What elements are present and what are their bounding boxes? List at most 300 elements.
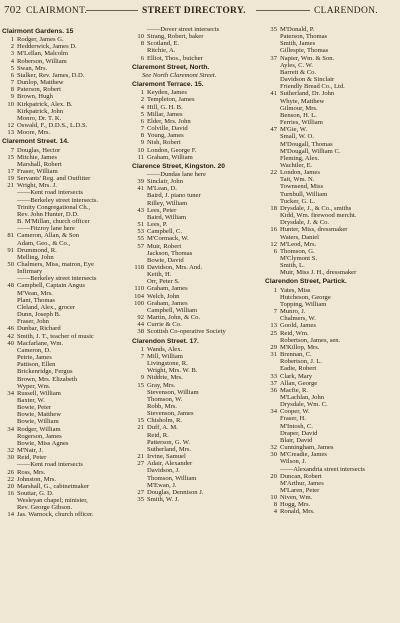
house-number: 57: [137, 242, 144, 250]
house-number: 6: [273, 247, 277, 255]
directory-entry: Rogerson, James: [17, 432, 62, 440]
directory-entry: Waters, Daniel: [280, 233, 320, 241]
house-number: 18: [270, 204, 277, 212]
house-number: 7: [140, 125, 144, 133]
directory-entry: [2, 36, 130, 43]
resident-name: Chisholm, R.: [147, 417, 182, 425]
directory-entry: [2, 476, 130, 483]
directory-entry: [132, 424, 262, 431]
directory-entry: Chalmers, W.: [280, 315, 316, 323]
resident-name: Hogg, Mrs.: [280, 501, 311, 509]
directory-entry: [265, 466, 398, 473]
directory-column-2: [132, 26, 262, 503]
resident-name: Duncan, Robert: [280, 472, 322, 480]
directory-entry: [132, 321, 262, 328]
resident-name: Young, James: [147, 132, 184, 140]
directory-entry: [265, 248, 398, 255]
house-number: 8: [10, 86, 14, 94]
directory-entry: M'Ewan, J.: [147, 481, 177, 489]
resident-name: Drysdale, J., & Co., smiths: [280, 204, 352, 212]
house-number: 22: [270, 169, 277, 177]
resident-name: Mitchie, James: [17, 153, 57, 161]
house-number: 1: [140, 89, 144, 97]
directory-entry: [132, 489, 262, 496]
directory-entry: [2, 454, 130, 461]
resident-name: Rodger, James G.: [17, 36, 64, 44]
house-number: 34: [7, 389, 14, 397]
directory-entry: [2, 129, 130, 136]
directory-entry: [265, 226, 398, 233]
directory-entry: [265, 90, 398, 97]
resident-name: Cunningham, James: [280, 444, 334, 452]
directory-entry: Patterson, G. W.: [147, 438, 191, 446]
directory-entry: [132, 460, 262, 467]
directory-entry: [2, 490, 130, 497]
directory-entry: Whyte, Matthew: [280, 97, 325, 105]
resident-name: M'Lellan, Malcolm: [17, 50, 68, 58]
resident-name: Reid, Peter: [17, 454, 47, 462]
directory-entry: Livingstone, R.: [147, 360, 188, 368]
house-number: 55: [137, 235, 144, 243]
directory-entry: [2, 225, 130, 232]
directory-entry: Townsend, Miss: [280, 183, 324, 191]
resident-name: London, James: [280, 169, 320, 177]
directory-entry: [265, 408, 398, 415]
directory-entry: Thomson, William: [147, 474, 197, 482]
directory-entry: [132, 89, 262, 96]
directory-entry: [265, 330, 398, 337]
directory-entry: [132, 147, 262, 154]
house-number: 27: [137, 460, 144, 468]
directory-entry: [2, 175, 130, 182]
header-left-word: CLAIRMONT.: [26, 6, 88, 16]
resident-name: ——Berkeley street intersects.: [17, 196, 99, 204]
house-number: 21: [7, 182, 14, 190]
resident-name: Elder, Mrs. John: [147, 117, 191, 125]
house-number: 4: [140, 103, 144, 111]
resident-name: Muir, Robert: [147, 242, 182, 250]
directory-entry: Muir, Miss J. H., dressmaker: [280, 269, 357, 277]
resident-name: Roberson, William: [17, 57, 67, 65]
directory-entry: Orr, Peter S.: [147, 278, 180, 286]
house-number: 11: [137, 153, 144, 161]
directory-entry: Topping, William: [280, 300, 327, 308]
directory-column-1: [2, 26, 130, 519]
house-number: 1: [140, 345, 144, 353]
house-number: 16: [270, 226, 277, 234]
resident-name: Dunlop, Matthew: [17, 79, 64, 87]
house-number: 35: [137, 496, 144, 503]
house-number: 7: [10, 146, 14, 154]
house-number: 81: [7, 232, 14, 240]
resident-name: Yates, Miss: [280, 286, 311, 294]
resident-name: Kirkpatrick, Alex. B.: [17, 100, 73, 108]
directory-entry: [265, 308, 398, 315]
directory-entry: Stevenson, James: [147, 410, 194, 418]
street-heading: Claremont Terrace. 15.: [132, 81, 204, 89]
house-number: 31: [270, 351, 277, 359]
house-number: 2: [10, 43, 14, 51]
directory-entry: [132, 293, 262, 300]
resident-name: Swan, Mrs.: [17, 64, 48, 72]
directory-entry: [2, 197, 130, 204]
running-header: [0, 0, 400, 22]
directory-entry: Cameron, D.: [17, 346, 51, 354]
directory-entry: [132, 417, 262, 424]
house-number: 10: [7, 100, 14, 108]
house-number: 21: [137, 424, 144, 432]
house-number: 53: [137, 228, 144, 236]
directory-entry: Fraser, John: [17, 318, 49, 326]
resident-name: Sutherland, Dr. John: [280, 90, 335, 98]
resident-name: Clark, Mary: [280, 372, 313, 380]
directory-entry: Monro, Dr. T. K.: [17, 114, 62, 122]
directory-entry: Bowie, Matthew: [17, 411, 61, 419]
house-number: 9: [140, 139, 144, 147]
house-number: 15: [137, 381, 144, 389]
directory-entry: [132, 178, 262, 185]
house-number: 15: [7, 153, 14, 161]
resident-name: Moore, Mrs.: [17, 129, 51, 137]
resident-name: ——Alexandria street intersects: [280, 465, 365, 473]
directory-entry: [2, 86, 130, 93]
house-number: 3: [10, 50, 14, 58]
resident-name: Duff, A. M.: [147, 424, 178, 432]
directory-entry: [132, 125, 262, 132]
directory-entry: Brickenridge, Fergus: [17, 368, 73, 376]
resident-name: Gray, Mrs.: [147, 381, 176, 389]
directory-entry: [265, 494, 398, 501]
directory-entry: [2, 247, 130, 254]
directory-entry: Trinity Congregational Ch.,: [17, 203, 91, 211]
directory-entry: [132, 285, 262, 292]
directory-entry: Baxter, W.: [17, 396, 45, 404]
directory-entry: [2, 168, 130, 175]
directory-entry: [132, 264, 262, 271]
resident-name: Irvine, Samuel: [147, 453, 186, 461]
house-number: 39: [137, 178, 144, 186]
directory-entry: [132, 104, 262, 111]
page-number: 702: [4, 4, 22, 16]
directory-entry: Robertson, James, sen.: [280, 336, 341, 344]
street-heading: Clairmont Gardens. 15: [2, 28, 74, 35]
street-heading: Clarendon Street, Partick.: [265, 278, 347, 286]
resident-name: Macfarlane, Wm.: [17, 339, 64, 347]
directory-entry: [265, 444, 398, 451]
street-heading: Claremont Street, North.: [132, 63, 210, 71]
house-number: 20: [7, 482, 14, 490]
resident-name: Hedderwick, James D.: [17, 43, 77, 51]
street-heading: Clarence Street, Kingston. 20: [132, 162, 225, 170]
resident-name: Scottish Co-operative Society: [147, 328, 226, 336]
directory-entry: [2, 182, 130, 189]
directory-entry: Tucker, G. L.: [280, 197, 316, 205]
directory-entry: Blair, David: [280, 436, 313, 444]
header-rule-left: [86, 10, 138, 11]
directory-entry: Drysdale, Wm. C.: [280, 401, 328, 409]
directory-entry: Thomson, W.: [147, 395, 183, 403]
house-number: 47: [270, 126, 277, 134]
resident-name: Stalker, Rev. James, D.D.: [17, 71, 85, 79]
resident-name: Johnston, Mrs.: [17, 475, 57, 483]
directory-entry: M'Laren, Peter: [280, 487, 320, 494]
directory-entry: [2, 511, 130, 518]
directory-entry: Brown, Mrs. Elizabeth: [17, 375, 78, 383]
directory-entry: Bowie, Miss Agnes: [17, 439, 69, 447]
resident-name: Brown, Hugh: [17, 93, 53, 101]
directory-entry: Smith, James: [280, 40, 316, 48]
resident-name: Graham, James: [147, 285, 188, 293]
directory-entry: M'Arthur, James: [280, 479, 324, 487]
directory-entry: [2, 340, 130, 347]
resident-name: Graham, James: [147, 299, 188, 307]
house-number: 10: [270, 494, 277, 502]
resident-name: Fraser, William: [17, 167, 58, 175]
resident-name: Niddrie, Mrs.: [147, 374, 183, 382]
directory-entry: M'Dougall, Thomas: [280, 140, 333, 148]
directory-entry: M'Intosh, C.: [280, 422, 313, 430]
house-number: 43: [137, 206, 144, 214]
house-number: 1: [273, 286, 277, 294]
directory-entry: Robertson, J. L.: [280, 358, 322, 366]
directory-entry: [265, 205, 398, 212]
resident-name: Douglas, Dennison J.: [147, 488, 204, 496]
house-number: 9: [140, 374, 144, 382]
resident-name: Chalmers, Miss, matron, Eye: [17, 261, 94, 268]
resident-name: Souttar, G. D.: [17, 490, 54, 497]
house-number: 22: [7, 475, 14, 483]
resident-name: Douglas, Hector: [17, 146, 61, 154]
resident-name: Lees, P.: [147, 221, 168, 229]
house-number: 110: [134, 285, 144, 293]
house-number: 4: [10, 57, 14, 65]
directory-entry: Bowie, Peter: [17, 404, 52, 412]
house-number: 13: [7, 129, 14, 137]
resident-name: Napier, Wm. & Son.: [280, 54, 335, 62]
directory-entry: [2, 333, 130, 340]
resident-name: Hunter, Miss, dressmaker: [280, 226, 348, 234]
directory-entry: [2, 50, 130, 57]
directory-entry: Stevenson, William: [147, 388, 199, 396]
resident-name: Lees, Peter: [147, 206, 177, 214]
resident-name: Goold, James: [280, 322, 316, 330]
resident-name: M'Creadie, James: [280, 451, 327, 459]
directory-entry: [2, 461, 130, 468]
directory-entry: Wright, Mrs. W. B.: [147, 367, 198, 375]
resident-name: Cooper, W.: [280, 408, 310, 416]
directory-entry: M'Vean, Mrs.: [17, 289, 53, 297]
directory-entry: Robb, Mrs.: [147, 402, 177, 410]
resident-name: Oswald, F., D.D.S., L.D.S.: [17, 122, 88, 130]
resident-name: Cameron, Allan, & Son: [17, 232, 80, 240]
directory-entry: [265, 169, 398, 176]
directory-entry: Ferries, William: [280, 119, 323, 127]
house-number: 17: [7, 167, 14, 175]
directory-entry: [132, 26, 262, 33]
directory-entry: [2, 58, 130, 65]
directory-entry: M'Dougall, William C.: [280, 147, 341, 155]
directory-entry: B. M'Millan, church officer: [17, 218, 90, 226]
directory-entry: Davidson, J.: [147, 467, 180, 475]
house-number: 37: [270, 379, 277, 387]
directory-entry: [265, 387, 398, 394]
directory-entry: [132, 118, 262, 125]
resident-name: Davidson, Mrs. And.: [147, 264, 203, 271]
house-number: 7: [273, 308, 277, 316]
directory-entry: Infirmary: [17, 268, 43, 276]
directory-entry: [2, 189, 130, 196]
directory-entry: Fleming, Alex.: [280, 154, 320, 162]
directory-entry: [132, 374, 262, 381]
directory-entry: Reid, R.: [147, 431, 169, 439]
house-number: 118: [134, 264, 144, 271]
resident-name: Nish, Robert: [147, 139, 181, 147]
directory-entry: Tait, Wm. N.: [280, 176, 315, 184]
header-rule-right: [256, 10, 310, 11]
resident-name: Millar, James: [147, 110, 183, 118]
directory-entry: [2, 101, 130, 108]
directory-entry: Paterson, Thomas: [280, 33, 328, 41]
street-heading: Claremont Street. 14.: [2, 138, 69, 146]
house-number: 40: [7, 339, 14, 347]
directory-entry: [2, 282, 130, 289]
directory-entry: [132, 496, 262, 503]
house-number: 30: [270, 451, 277, 459]
directory-entry: [2, 261, 130, 268]
house-number: 27: [137, 488, 144, 496]
resident-name: Welch, John: [147, 292, 180, 300]
directory-entry: [265, 508, 398, 515]
house-number: 8: [140, 40, 144, 48]
directory-entry: [132, 300, 262, 307]
directory-entry: [132, 243, 262, 250]
header-right-word: CLARENDON.: [314, 6, 378, 16]
directory-entry: [2, 469, 130, 476]
house-number: 15: [137, 417, 144, 425]
resident-name: Martin, John, & Co.: [147, 314, 201, 322]
directory-entry: [2, 65, 130, 72]
directory-entry: Kirkpatrick, John: [17, 107, 64, 115]
directory-entry: [265, 322, 398, 329]
directory-entry: Eadie, Robert: [280, 365, 317, 373]
directory-entry: [132, 33, 262, 40]
directory-entry: [132, 314, 262, 321]
resident-name: M'Nair, J.: [17, 447, 44, 455]
directory-entry: [265, 380, 398, 387]
resident-name: Paterson, Robert: [17, 86, 61, 94]
house-number: 41: [137, 185, 144, 193]
directory-entry: Draper, David: [280, 429, 318, 437]
resident-name: M'Donald, P.: [280, 26, 315, 33]
resident-name: ——Kent road intersects: [17, 189, 83, 197]
directory-entry: Kidd, Wm. firewood mercht.: [280, 212, 357, 220]
house-number: 42: [7, 332, 14, 340]
resident-name: Ronald, Mrs.: [280, 508, 315, 516]
house-number: 6: [140, 117, 144, 125]
house-number: 4: [273, 508, 277, 516]
directory-entry: [132, 154, 262, 161]
house-number: 25: [270, 329, 277, 337]
directory-entry: Petrie, James: [17, 354, 52, 362]
directory-entry: [132, 453, 262, 460]
directory-entry: Campbell, William: [147, 306, 198, 314]
directory-entry: Rev. George Gibson.: [17, 504, 73, 512]
house-number: 6: [10, 71, 14, 79]
directory-entry: Barrett & Co.: [280, 68, 317, 76]
directory-entry: Baird, William: [147, 213, 187, 221]
house-number: 46: [7, 325, 14, 333]
resident-name: Jas. Warnock, church officer.: [17, 511, 94, 519]
house-number: 7: [140, 352, 144, 360]
house-number: 100: [134, 299, 144, 307]
directory-column-3: [265, 26, 398, 516]
directory-entry: [2, 275, 130, 282]
resident-name: Campbell, Captain Angus: [17, 282, 85, 290]
directory-entry: Cleland, Alex., grocer: [17, 303, 76, 311]
resident-name: Hill, G. H. B.: [147, 103, 183, 111]
house-number: 14: [7, 511, 14, 519]
directory-entry: [132, 328, 262, 335]
house-number: 48: [7, 282, 14, 290]
house-number: 35: [270, 26, 277, 33]
resident-name: Wright, Mrs. J.: [17, 182, 57, 190]
directory-entry: [265, 344, 398, 351]
house-number: 12: [270, 240, 277, 248]
directory-entry: [265, 241, 398, 248]
directory-entry: [2, 325, 130, 332]
house-number: 6: [140, 54, 144, 62]
house-number: 32: [270, 444, 277, 452]
directory-entry: [265, 126, 398, 133]
resident-name: Russell, William: [17, 389, 61, 397]
house-number: 8: [273, 501, 277, 509]
directory-entry: [265, 287, 398, 294]
directory-entry: [132, 55, 262, 62]
resident-name: Brennan, C.: [280, 351, 312, 359]
directory-entry: Wilson, J.: [280, 458, 307, 466]
directory-entry: Fraser, H.: [280, 415, 306, 423]
directory-entry: [132, 111, 262, 118]
house-number: 32: [7, 447, 14, 455]
directory-entry: [132, 353, 262, 360]
resident-name: Campbell, C.: [147, 228, 182, 236]
resident-name: Strang, Robert, baker: [147, 33, 204, 41]
resident-name: ——Dundas lane here: [147, 170, 206, 178]
directory-entry: Benson, H. L.: [280, 111, 317, 119]
directory-entry: Wachtler, E.: [280, 161, 313, 169]
directory-entry: Small, W. O.: [280, 133, 314, 141]
directory-entry: [132, 96, 262, 103]
resident-name: M'Lean, D.: [147, 185, 177, 193]
street-heading: Clarendon Street. 17.: [132, 337, 199, 345]
house-number: 19: [7, 175, 14, 183]
house-number: 41: [270, 90, 277, 98]
resident-name: M'Cormack, W.: [147, 235, 189, 243]
directory-entry: Rilley, William: [147, 199, 188, 207]
house-number: 10: [137, 33, 144, 41]
directory-entry: Ayles, C. W.: [280, 61, 313, 69]
house-number: 51: [137, 221, 144, 229]
directory-entry: Jackson, Thomas: [147, 249, 193, 257]
directory-entry: Hutcheson, George: [280, 293, 331, 301]
directory-entry: Friendly Bread Co., Ltd.: [280, 83, 345, 91]
directory-entry: Smith, L.: [280, 262, 305, 270]
resident-name: Wands, Alex.: [147, 345, 183, 353]
house-number: 5: [10, 64, 14, 72]
directory-entry: [2, 390, 130, 397]
directory-entry: Drysdale, J. & Co.: [280, 219, 330, 227]
header-title: STREET DIRECTORY.: [142, 6, 246, 16]
